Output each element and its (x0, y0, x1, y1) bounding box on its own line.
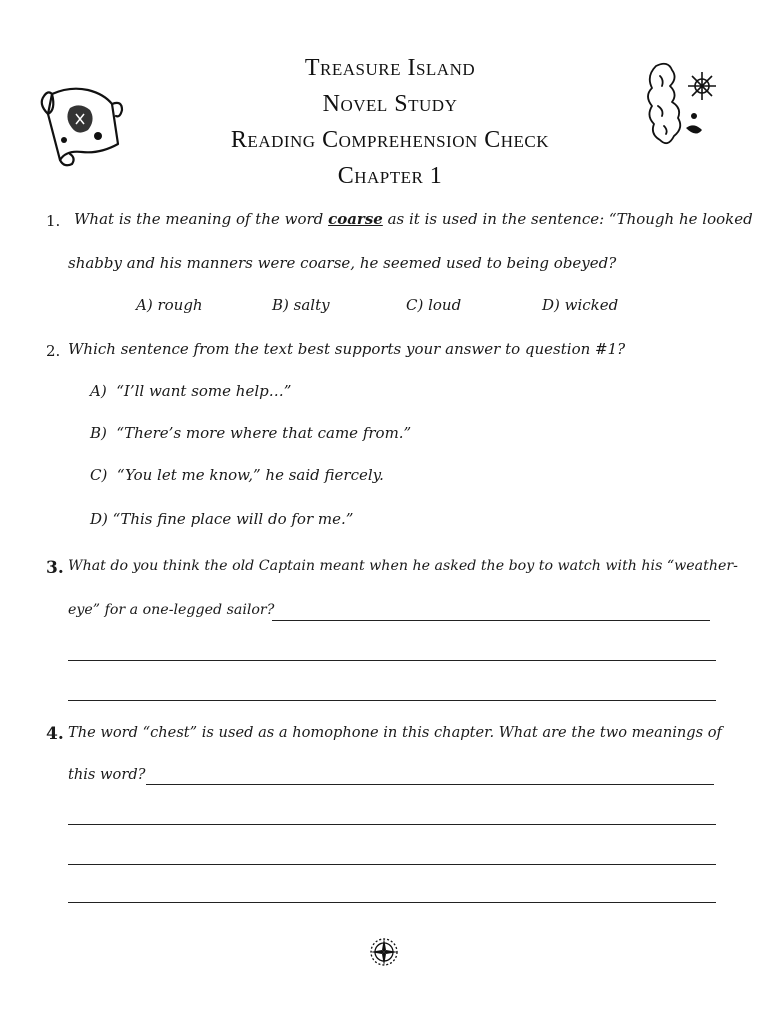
q1-option-a[interactable]: A) rough (136, 296, 203, 314)
q4-answer-line-2[interactable] (68, 824, 716, 825)
q1-option-d[interactable]: D) wicked (542, 296, 619, 314)
q1-text-after: as it is used in the sentence: “Though he looked (387, 210, 753, 228)
island-map-icon (638, 56, 730, 156)
q3-line1: What do you think the old Captain meant when he asked the boy to watch with his “weather- (68, 558, 738, 574)
compass-rose-icon (366, 934, 402, 970)
title-novel-study: Novel Study (322, 91, 458, 117)
treasure-map-scroll-icon (30, 74, 130, 174)
q2-option-c-text: “You let me know,” he said fiercely. (116, 466, 384, 484)
q1-keyword: coarse (328, 210, 383, 228)
q1-text-before: What is the meaning of the word (74, 210, 324, 228)
q1-line1 (74, 210, 753, 228)
q2-option-d-text: “This fine place will do for me.” (112, 510, 354, 528)
q3-line2: eye” for a one-legged sailor? (68, 602, 275, 618)
q3-answer-line-3[interactable] (68, 700, 716, 701)
q4-answer-line-1[interactable] (146, 784, 714, 785)
q2-option-b[interactable] (90, 424, 411, 442)
q2-option-a-text: “I’ll want some help…” (116, 382, 292, 400)
q3-number: 3. (46, 558, 64, 578)
q4-line1: The word “chest” is used as a homophone in this chapter. What are the two meanings of (68, 724, 722, 741)
q2-option-a-letter: A) (90, 382, 107, 400)
q4-number: 4. (46, 724, 64, 744)
q2-number: 2. (46, 342, 61, 360)
q4-answer-line-3[interactable] (68, 864, 716, 865)
q2-option-c-letter: C) (90, 466, 108, 484)
q1-line2: shabby and his manners were coarse, he seemed used to being obeyed? (68, 254, 617, 272)
title-book: Treasure Island (304, 55, 476, 81)
q4-answer-line-4[interactable] (68, 902, 716, 903)
q2-option-b-text: “There’s more where that came from.” (116, 424, 412, 442)
q2-text: Which sentence from the text best supports your answer to question #1? (68, 340, 626, 358)
q2-option-c[interactable] (90, 466, 384, 484)
q2-option-b-letter: B) (90, 424, 107, 442)
q2-option-d[interactable] (90, 510, 353, 528)
q1-option-b[interactable]: B) salty (272, 296, 330, 314)
title-comprehension-check: Reading Comprehension Check (230, 127, 550, 153)
q3-answer-line-2[interactable] (68, 660, 716, 661)
q1-option-c[interactable]: C) loud (406, 296, 462, 314)
q4-line2: this word? (68, 766, 146, 783)
title-chapter: Chapter 1 (337, 163, 443, 189)
q1-number: 1. (46, 212, 61, 230)
q2-option-a[interactable] (90, 382, 291, 400)
worksheet-title (200, 50, 580, 194)
q3-answer-line-1[interactable] (272, 620, 710, 621)
q2-option-d-letter: D) (90, 510, 108, 528)
